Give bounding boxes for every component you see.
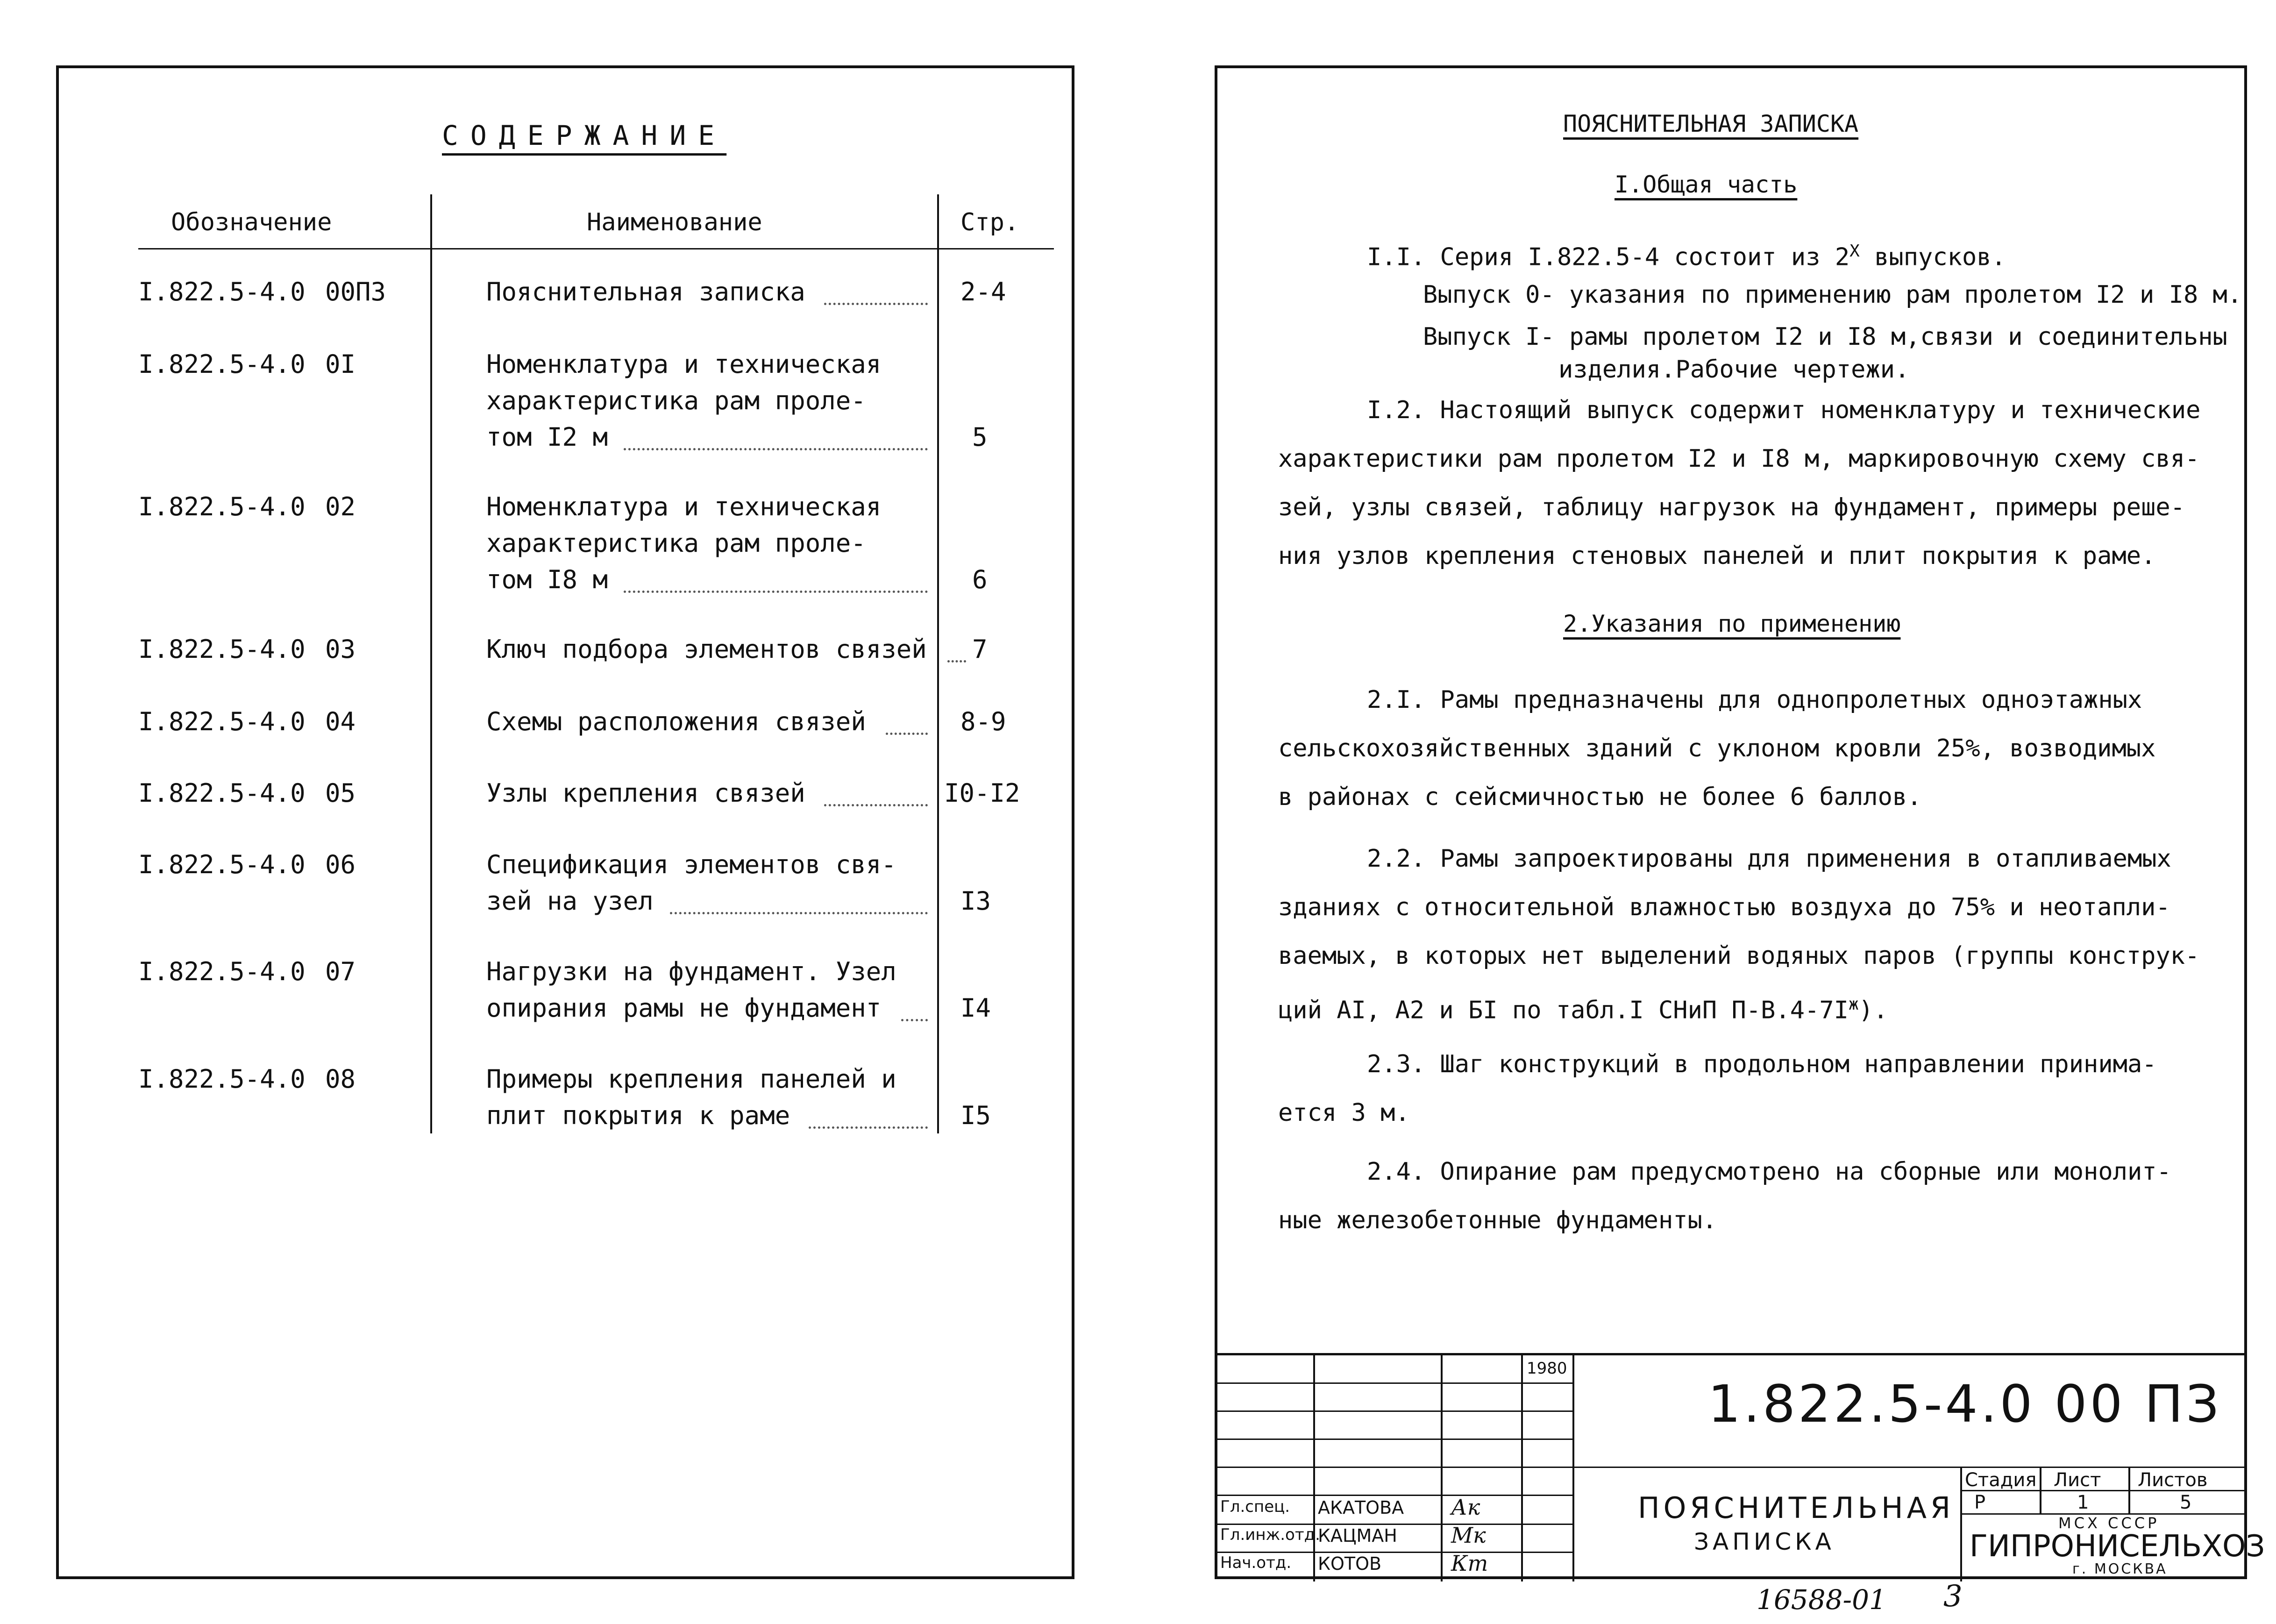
stamp-col-3 — [1521, 1355, 1523, 1581]
p22-end: ). — [1858, 996, 1888, 1025]
leader-dots — [809, 1126, 928, 1129]
header-page: Стр. — [960, 208, 1019, 236]
stamp-stage: Р — [1974, 1492, 1986, 1513]
stamp-role: Гл.инж.отд. — [1220, 1525, 1320, 1544]
row-sheet: 03 — [325, 634, 356, 664]
p24-line-2: ные железобетонные фундаменты. — [1278, 1206, 1717, 1234]
row-name-line: Нагрузки на фундамент. Узел — [486, 957, 896, 986]
stamp-col-2 — [1441, 1355, 1443, 1581]
row-name-line: Ключ подбора элементов связей — [486, 634, 927, 664]
p22-line-3: ваемых, в которых нет выделений водяных паров (группы конструк- — [1278, 942, 2200, 970]
p11-text: I.I. Серия I.822.5-4 состоит из 2 — [1367, 243, 1850, 271]
row-page: I3 — [960, 886, 991, 916]
paragraph-1-1b: Выпуск I- рамы пролетом I2 и I8 м,связи и соединительны — [1423, 323, 2227, 351]
stamp-row-4 — [1217, 1467, 2244, 1468]
stamp-stage-label: Стадия — [1965, 1469, 2037, 1491]
paragraph-1-1a: Выпуск 0- указания по применению рам пролетом I2 и I8 м. — [1423, 281, 2242, 309]
stamp-org-3: г. МОСКВА — [2072, 1561, 2168, 1577]
p23-line-1: 2.3. Шаг конструкций в продольном направлении принима- — [1367, 1050, 2157, 1078]
row-sheet: 04 — [325, 707, 356, 736]
stamp-col-5 — [1960, 1467, 1962, 1581]
page-number: 3 — [1943, 1579, 1963, 1614]
header-rule — [138, 248, 1054, 249]
row-page: 2-4 — [960, 277, 1006, 306]
stamp-code: 1.822.5-4.0 00 ПЗ — [1708, 1374, 2222, 1434]
p22-line-4-text: ций АI, А2 и БI по табл.I СНиП П-В.4-7I — [1278, 996, 1849, 1025]
paragraph-2-3 — [1278, 1040, 2157, 1137]
signature: Ак — [1451, 1495, 1480, 1520]
leader-dots — [824, 804, 928, 806]
row-page: 8-9 — [960, 707, 1006, 736]
p21-line-2: сельскохозяйственных зданий с уклоном кровли 25%, возводимых — [1278, 734, 2156, 762]
row-sheet: 08 — [325, 1064, 356, 1094]
stamp-doc-title-1: ПОЯСНИТЕЛЬНАЯ — [1638, 1491, 1955, 1525]
row-name-line: плит покрытия к раме — [486, 1101, 790, 1130]
row-page: I5 — [960, 1101, 991, 1130]
p21-line-1: 2.I. Рамы предназначены для однопролетных одноэтажных — [1367, 686, 2142, 714]
stamp-sheet: 1 — [2077, 1492, 2089, 1513]
p12-line-2: характеристики рам пролетом I2 и I8 м, маркировочную схему свя- — [1278, 445, 2200, 473]
stamp-org-2: ГИПРОНИСЕЛЬХОЗ — [1970, 1529, 2265, 1564]
column-divider-1 — [430, 194, 432, 1133]
stamp-person-name: АКАТОВА — [1318, 1497, 1404, 1518]
paragraph-1-1 — [1367, 227, 2006, 281]
row-name-line: Спецификация элементов свя- — [486, 850, 896, 879]
p12-line-3: зей, узлы связей, таблицу нагрузок на фундамент, примеры реше- — [1278, 493, 2185, 521]
leader-dots — [624, 448, 928, 450]
row-sheet: 02 — [325, 492, 356, 521]
paragraph-2-2 — [1278, 834, 2199, 1034]
row-name-line: Узлы крепления связей — [486, 778, 805, 808]
leader-dots — [824, 303, 928, 305]
paragraph-2-1 — [1278, 676, 2155, 821]
signature: Мк — [1451, 1523, 1486, 1548]
leader-dots — [670, 912, 928, 914]
row-code: I.822.5-4.0 — [138, 778, 306, 808]
p24-line-1: 2.4. Опирание рам предусмотрено на сборные или монолит- — [1367, 1158, 2171, 1186]
stamp-row-1 — [1217, 1382, 1572, 1384]
leader-dots — [947, 660, 966, 662]
row-code: I.822.5-4.0 — [138, 1064, 306, 1094]
row-code: I.822.5-4.0 — [138, 850, 306, 879]
leader-dots — [624, 591, 928, 593]
p23-line-2: ется 3 м. — [1278, 1099, 1410, 1127]
row-page: 5 — [972, 422, 988, 452]
contents-title: СОДЕРЖАНИЕ — [442, 120, 727, 151]
p21-line-3: в районах с сейсмичностью не более 6 баллов. — [1278, 783, 1922, 811]
row-sheet: 05 — [325, 778, 356, 808]
stamp-role: Гл.спец. — [1220, 1497, 1290, 1516]
p22-line-2: зданиях с относительной влажностью воздуха до 75% и неотапли- — [1278, 893, 2170, 921]
column-divider-2 — [937, 194, 939, 1133]
row-code: I.822.5-4.0 — [138, 707, 306, 736]
stamp-row-7 — [1217, 1552, 1572, 1553]
stamp-col-1 — [1313, 1355, 1315, 1581]
row-code: I.822.5-4.0 — [138, 634, 306, 664]
row-name-line: Примеры крепления панелей и — [486, 1064, 896, 1094]
row-name-line: Схемы расположения связей — [486, 707, 866, 736]
row-page: 7 — [972, 634, 988, 664]
row-code: I.822.5-4.0 — [138, 349, 306, 379]
stamp-person-name: КОТОВ — [1318, 1553, 1382, 1574]
stamp-role: Нач.отд. — [1220, 1553, 1292, 1572]
archive-number: 16588-01 — [1757, 1584, 1886, 1616]
section-1-heading: I.Общая часть — [1615, 171, 1798, 198]
row-name-line: опирания рамы не фундамент — [486, 993, 882, 1023]
header-name: Наименование — [587, 208, 762, 236]
p22-line-4 — [1278, 980, 2199, 1034]
explanatory-sheet — [1215, 65, 2265, 1579]
row-sheet: 0I — [325, 349, 356, 379]
p11-sup: Х — [1849, 242, 1860, 261]
row-name-line: Пояснительная записка — [486, 277, 805, 306]
p12-line-1: I.2. Настоящий выпуск содержит номенклатуру и технические — [1367, 396, 2201, 424]
row-page: I4 — [960, 993, 991, 1023]
stamp-row-6 — [1217, 1524, 1572, 1525]
signature: Кт — [1451, 1551, 1488, 1576]
row-name-line: характеристика рам проле- — [486, 528, 866, 558]
row-code: I.822.5-4.0 — [138, 957, 306, 986]
row-name-line: Номенклатура и техническая — [486, 349, 882, 379]
note-title: ПОЯСНИТЕЛЬНАЯ ЗАПИСКА — [1563, 110, 1859, 137]
stamp-sheets: 5 — [2180, 1492, 2192, 1513]
section-2-heading: 2.Указания по применению — [1563, 610, 1901, 637]
row-name-line: зей на узел — [486, 886, 654, 916]
row-code: I.822.5-4.0 — [138, 492, 306, 521]
stamp-year: 1980 — [1527, 1359, 1567, 1378]
row-name-line: Номенклатура и техническая — [486, 492, 882, 521]
p11-end: выпусков. — [1859, 243, 2006, 271]
row-page: 6 — [972, 565, 988, 594]
p22-sup: ж — [1848, 995, 1859, 1014]
stamp-sheets-label: Листов — [2138, 1469, 2208, 1491]
row-sheet: 06 — [325, 850, 356, 879]
stamp-row-3 — [1217, 1439, 1572, 1440]
paragraph-1-2 — [1278, 386, 2200, 580]
p12-line-4: ния узлов крепления стеновых панелей и плит покрытия к раме. — [1278, 542, 2156, 570]
row-sheet: 00ПЗ — [325, 277, 386, 306]
row-name-line: том I2 м — [486, 422, 608, 452]
paragraph-1-1c: изделия.Рабочие чертежи. — [1558, 356, 1910, 384]
row-code: I.822.5-4.0 — [138, 277, 306, 306]
stamp-row-5 — [1217, 1495, 1572, 1496]
p22-line-1: 2.2. Рамы запроектированы для применения в отапливаемых — [1367, 845, 2171, 873]
stamp-doc-title-2: ЗАПИСКА — [1694, 1528, 1835, 1555]
paragraph-2-4 — [1278, 1147, 2171, 1245]
leader-dots — [886, 733, 928, 735]
header-designation: Обозначение — [171, 208, 332, 236]
row-name-line: характеристика рам проле- — [486, 386, 866, 415]
stamp-col-4 — [1572, 1355, 1574, 1581]
contents-sheet — [56, 65, 1074, 1579]
stamp-person-name: КАЦМАН — [1318, 1525, 1397, 1546]
stamp-sheet-label: Лист — [2054, 1469, 2101, 1491]
row-name-line: том I8 м — [486, 565, 608, 594]
leader-dots — [901, 1019, 928, 1021]
row-sheet: 07 — [325, 957, 356, 986]
stamp-row-2 — [1217, 1410, 1572, 1412]
row-page: I0-I2 — [944, 778, 1020, 808]
title-block — [1217, 1353, 2265, 1581]
stamp-org-1: МСХ СССР — [2058, 1514, 2160, 1532]
